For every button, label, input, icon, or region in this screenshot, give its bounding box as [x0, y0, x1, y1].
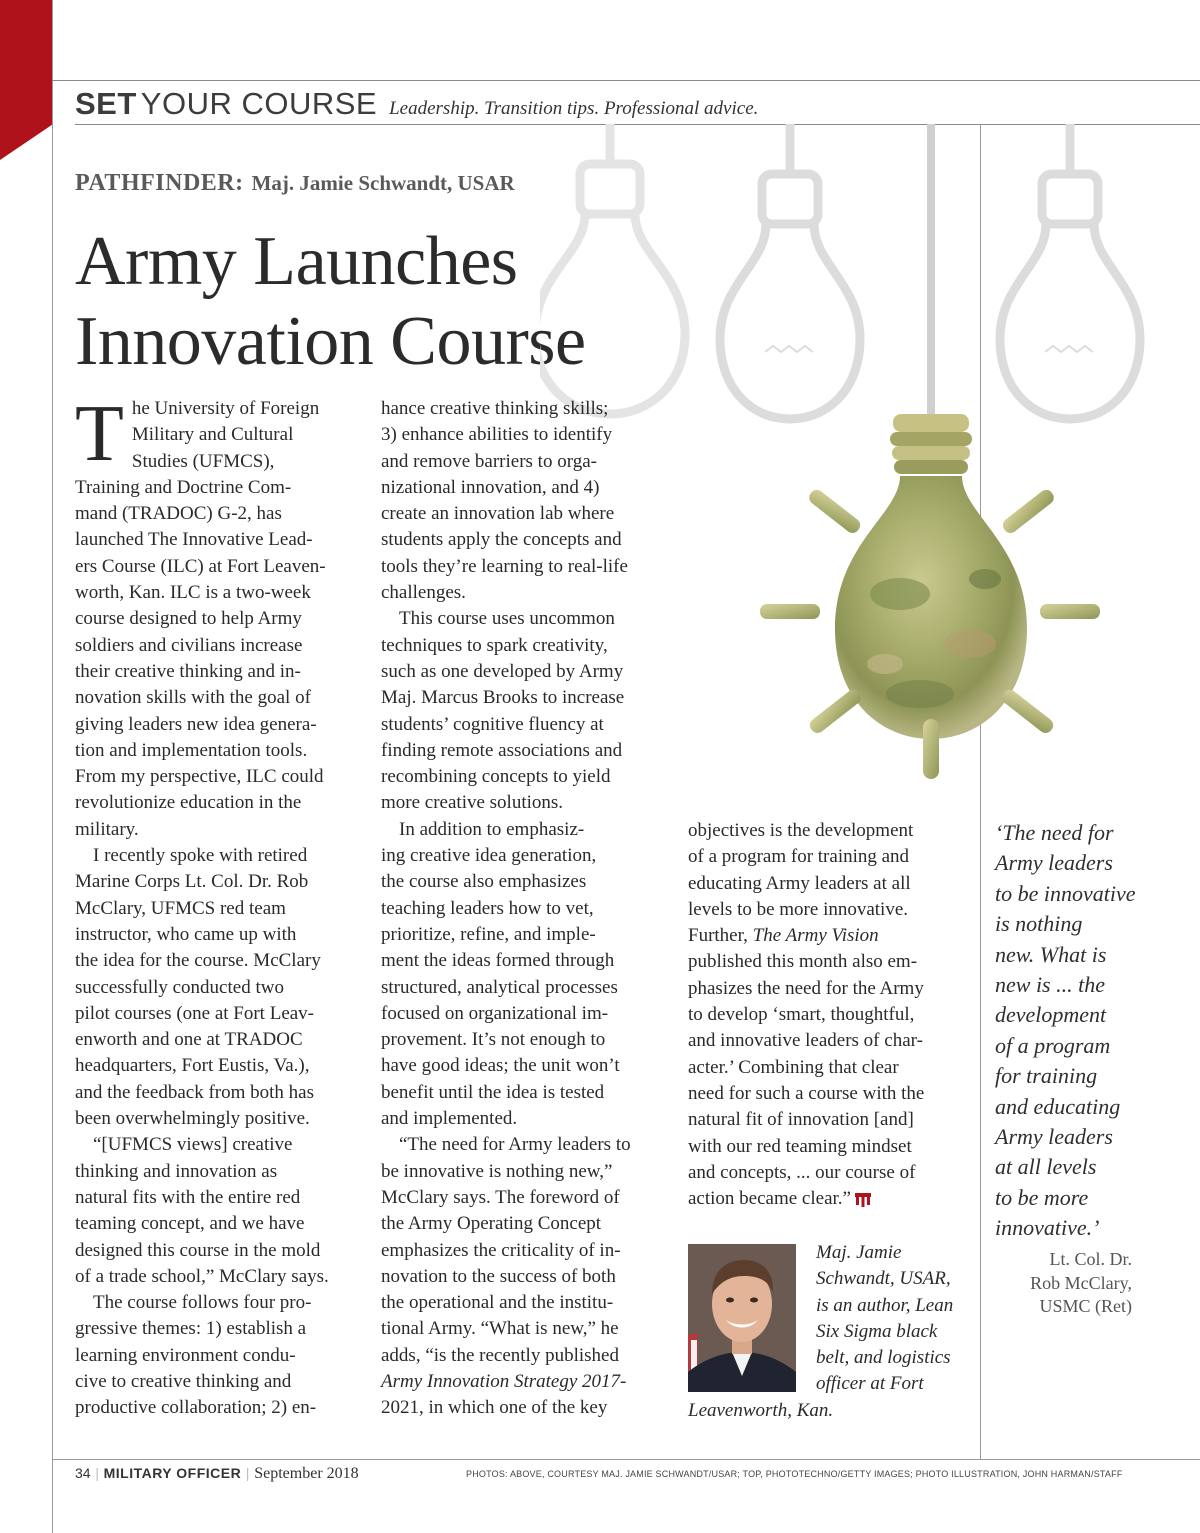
text-line: productive collaboration; 2) en-: [75, 1397, 317, 1419]
article-column-3: [688, 818, 970, 1212]
text-line: launched The Innovative Lead-: [75, 529, 313, 551]
attribution-line: USMC (Ret): [1039, 1296, 1132, 1316]
text-line: acter.’ Combining that clear: [688, 1056, 899, 1078]
text-line: Military and Cultural: [131, 424, 294, 446]
text-line: ing creative idea generation,: [381, 845, 597, 867]
text-line: headquarters, Fort Eustis, Va.),: [75, 1055, 310, 1077]
section-tagline: Leadership. Transition tips. Professional advice.: [389, 98, 759, 119]
text-line: Training and Doctrine Com-: [75, 476, 292, 498]
text-line: novation skills with the goal of: [75, 687, 311, 709]
text-line: hance creative thinking skills;: [381, 398, 609, 419]
text-line: course designed to help Army: [75, 608, 302, 630]
text-line: finding remote associations and: [381, 739, 623, 761]
pull-quote-line: new. What is: [995, 941, 1107, 967]
text-line: the idea for the course. McClary: [75, 950, 321, 972]
text-line: enworth and one at TRADOC: [75, 1029, 303, 1051]
text-line: mand (TRADOC) G-2, has: [75, 503, 282, 525]
text-line: novation to the success of both: [381, 1265, 616, 1287]
text-line: military.: [75, 818, 139, 840]
text-line: I recently spoke with retired: [93, 845, 308, 867]
text-line: gressive themes: 1) establish a: [75, 1318, 307, 1340]
text-line: teaming concept, and we have: [75, 1213, 305, 1235]
text-line: ment the ideas formed through: [381, 950, 615, 972]
text-line: tion and implementation tools.: [75, 739, 308, 761]
pull-quote-attribution: [995, 1248, 1132, 1319]
text-line: “The need for Army leaders to: [399, 1134, 631, 1156]
footer-separator: |: [95, 1466, 99, 1482]
byline: [75, 170, 515, 197]
footer-rule: [52, 1459, 1200, 1460]
text-line: successfully conducted two: [75, 976, 284, 998]
bio-line: Leavenworth, Kan.: [688, 1399, 834, 1421]
text-line: thinking and innovation as: [75, 1160, 278, 1182]
bio-line: belt, and logistics: [816, 1347, 951, 1369]
text-line: tional Army. “What is new,” he: [381, 1318, 619, 1340]
bio-line: is an author, Lean: [816, 1294, 954, 1316]
text-line: need for such a course with the: [688, 1082, 925, 1104]
text-line: 3) enhance abilities to identify: [381, 424, 613, 446]
text-line: to develop ‘smart, thoughtful,: [688, 1004, 915, 1026]
attribution-line: Lt. Col. Dr.: [1049, 1249, 1132, 1269]
text-line: Marine Corps Lt. Col. Dr. Rob: [75, 871, 309, 893]
text-line: published this month also em-: [688, 951, 918, 973]
text-line: the Army Operating Concept: [381, 1213, 602, 1235]
text-line: objectives is the development: [688, 820, 914, 841]
text-line: From my perspective, ILC could: [75, 766, 324, 788]
text-line: emphasizes the criticality of in-: [381, 1239, 621, 1261]
text-line: [688, 923, 970, 949]
text-line: “[UFMCS views] creative: [93, 1134, 293, 1156]
pull-quote-line: development: [995, 1002, 1107, 1028]
pull-quote-line: new is ... the: [995, 972, 1105, 998]
text-line: revolutionize education in the: [75, 792, 302, 814]
text-line: and remove barriers to orga-: [381, 450, 597, 472]
article-title-line: Army Launches: [75, 223, 518, 300]
text-line: McClary says. The foreword of: [381, 1186, 620, 1208]
text-line: techniques to spark creativity,: [381, 634, 608, 656]
lightbulb-lit-icon: [835, 414, 1027, 739]
text-line: educating Army leaders at all: [688, 872, 911, 894]
text-line: students’ cognitive fluency at: [381, 713, 604, 735]
article-title-line: Innovation Course: [75, 303, 586, 380]
pull-quote-line: of a program: [995, 1032, 1111, 1058]
text-line: challenges.: [381, 582, 466, 604]
text-line: with our red teaming mindset: [688, 1135, 912, 1157]
text-line: ers Course (ILC) at Fort Leaven-: [75, 555, 326, 577]
text-line: the course also emphasizes: [381, 871, 587, 893]
pull-quote-line: ‘The need for: [995, 820, 1114, 845]
text-line: and implemented.: [381, 1108, 518, 1130]
text-fragment: Further,: [688, 925, 753, 947]
text-line: [688, 1186, 970, 1212]
issue-date: September 2018: [254, 1465, 359, 1482]
bio-line: Schwandt, USAR,: [816, 1268, 951, 1290]
article-column-2: [381, 396, 671, 1422]
section-title-bold: SET: [75, 86, 137, 121]
text-fragment: action became clear.”: [688, 1188, 851, 1210]
photo-credits: PHOTOS: ABOVE, COURTESY MAJ. JAMIE SCHWANDT/USAR; TOP, PHOTOTECHNO/GETTY IMAGES; PHOTO ILLUSTRATION, JOHN HARMAN/STAFF: [466, 1469, 1123, 1479]
text-line: levels to be more innovative.: [688, 898, 909, 920]
text-line: worth, Kan. ILC is a two-week: [75, 582, 311, 604]
text-line: designed this course in the mold: [75, 1239, 321, 1261]
pull-quote-line: to be innovative: [995, 880, 1136, 906]
text-line: of a program for training and: [688, 846, 910, 868]
text-line: such as one developed by Army: [381, 660, 624, 682]
text-line: and concepts, ... our course of: [688, 1161, 916, 1183]
lightbulb-right-icon: [1000, 124, 1140, 419]
text-line: giving leaders new idea genera-: [75, 713, 317, 735]
top-rule: [52, 80, 1200, 81]
pull-quote-line: to be more: [995, 1184, 1089, 1210]
left-margin-rule: [52, 0, 53, 1533]
text-line: The course follows four pro-: [93, 1292, 312, 1314]
footer-separator: |: [246, 1466, 250, 1482]
red-corner-tab: [0, 0, 52, 160]
end-mark-icon: [855, 1193, 871, 1207]
text-line: teaching leaders how to vet,: [381, 897, 594, 919]
magazine-name: MILITARY OFFICER: [103, 1465, 242, 1481]
lightbulb-mid-icon: [720, 124, 860, 419]
pull-quote-line: Army leaders: [995, 850, 1113, 876]
page-footer: [75, 1465, 359, 1483]
text-line: create an innovation lab where: [381, 503, 615, 525]
text-line: benefit until the idea is tested: [381, 1081, 605, 1103]
text-line: cive to creative thinking and: [75, 1370, 292, 1392]
pull-quote-line: for training: [995, 1063, 1098, 1089]
text-line: focused on organizational im-: [381, 1002, 609, 1024]
article-column-1: [75, 390, 365, 1422]
pull-quote: [995, 818, 1185, 1244]
text-line: Maj. Marcus Brooks to increase: [381, 687, 625, 709]
pull-quote-line: at all levels: [995, 1154, 1097, 1180]
text-line: McClary, UFMCS red team: [75, 897, 286, 919]
lightbulb-left-icon: [540, 124, 685, 414]
text-line: tools they’re learning to real-life: [381, 555, 628, 577]
text-line: and the feedback from both has: [75, 1081, 314, 1103]
text-line: natural fit of innovation [and]: [688, 1109, 914, 1131]
text-line: been overwhelmingly positive.: [75, 1108, 310, 1130]
text-line: of a trade school,” McClary says.: [75, 1265, 329, 1287]
byline-label: PATHFINDER:: [75, 170, 244, 196]
text-line: and innovative leaders of char-: [688, 1030, 923, 1052]
pull-quote-line: innovative.’: [995, 1215, 1100, 1241]
text-line: Army Innovation Strategy 2017-: [381, 1370, 627, 1392]
text-line: soldiers and civilians increase: [75, 634, 303, 656]
text-line: have good ideas; the unit won’t: [381, 1055, 620, 1077]
pull-quote-line: and educating: [995, 1093, 1121, 1119]
text-line: nizational innovation, and 4): [381, 476, 600, 498]
text-line: structured, analytical processes: [381, 976, 618, 998]
text-line: 2021, in which one of the key: [381, 1397, 608, 1419]
text-line: students apply the concepts and: [381, 529, 622, 551]
author-bio: [688, 1240, 978, 1424]
text-line: provement. It’s not enough to: [381, 1029, 606, 1051]
text-line: the operational and the institu-: [381, 1292, 614, 1314]
text-line: more creative solutions.: [381, 792, 564, 814]
drop-cap: T: [75, 390, 124, 478]
pull-quote-line: is nothing: [995, 911, 1083, 937]
text-line: prioritize, refine, and imple-: [381, 923, 596, 945]
text-line: adds, “is the recently published: [381, 1344, 619, 1366]
text-line: pilot courses (one at Fort Leav-: [75, 1002, 315, 1024]
text-line: be innovative is nothing new,”: [381, 1160, 613, 1182]
text-line: phasizes the need for the Army: [688, 977, 924, 999]
text-line: their creative thinking and in-: [75, 660, 301, 682]
publication-title: The Army Vision: [752, 925, 879, 947]
byline-author: Maj. Jamie Schwandt, USAR: [251, 171, 515, 195]
text-line: recombining concepts to yield: [381, 766, 611, 788]
text-line: he University of Foreign: [131, 398, 320, 419]
bio-line: Six Sigma black: [816, 1320, 938, 1342]
section-title-light: YOUR COURSE: [140, 86, 378, 121]
text-line: In addition to emphasiz-: [399, 818, 585, 840]
bio-line: Maj. Jamie: [816, 1242, 902, 1263]
pull-quote-line: Army leaders: [995, 1124, 1113, 1150]
section-header: [75, 86, 758, 122]
text-line: instructor, who came up with: [75, 923, 297, 945]
text-line: Studies (UFMCS),: [131, 450, 275, 472]
text-line: This course uses uncommon: [399, 608, 615, 630]
attribution-line: Rob McClary,: [1030, 1272, 1132, 1293]
text-line: natural fits with the entire red: [75, 1186, 301, 1208]
bio-line: officer at Fort: [816, 1373, 924, 1395]
text-line: learning environment condu-: [75, 1344, 296, 1366]
page-number: 34: [75, 1465, 91, 1481]
